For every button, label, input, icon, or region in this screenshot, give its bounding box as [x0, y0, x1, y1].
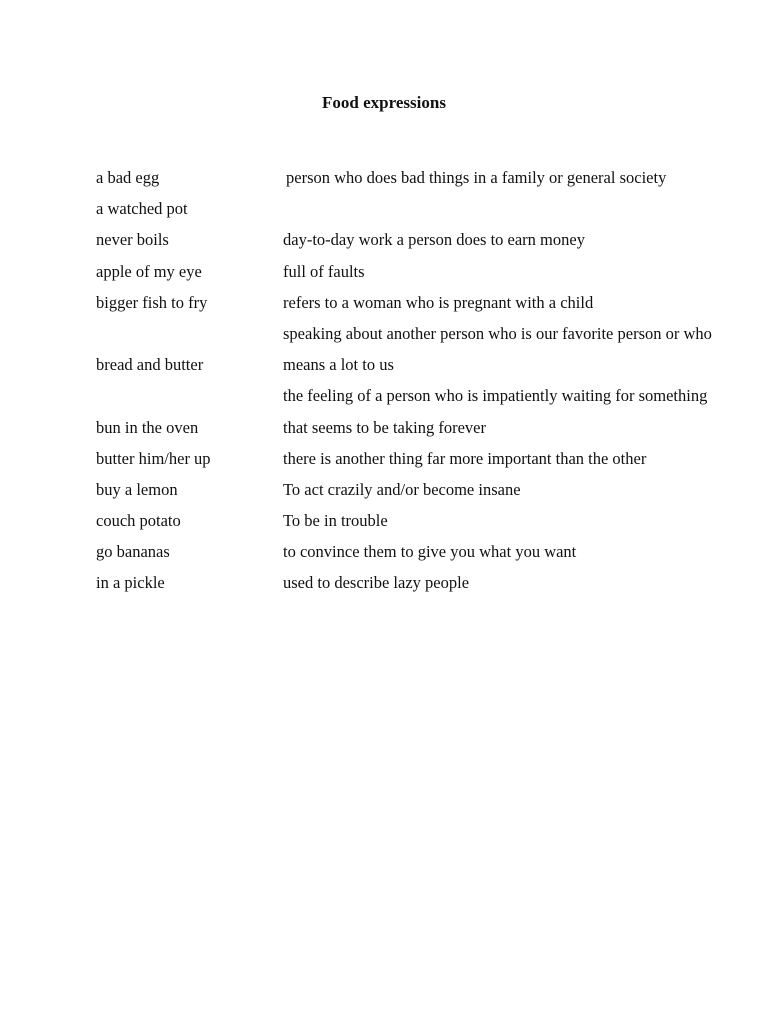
list-item	[0, 478, 768, 509]
expression-definition: there is another thing far more important than the other	[283, 448, 647, 468]
expression-definition: used to describe lazy people	[283, 573, 470, 593]
expression-term: a bad egg	[96, 168, 160, 187]
expression-term: a watched pot	[96, 199, 188, 219]
list-item	[0, 509, 768, 540]
list-item	[0, 571, 768, 602]
list-item	[0, 447, 768, 478]
expression-definition: full of faults	[283, 261, 365, 281]
expression-term: couch potato	[96, 511, 181, 531]
expression-term: never boils	[96, 230, 169, 250]
list-item	[0, 353, 768, 384]
expression-term: go bananas	[96, 542, 170, 562]
list-item	[0, 322, 768, 353]
expression-term: buy a lemon	[96, 479, 178, 499]
expression-definition: the feeling of a person who is impatiently waiting for something	[283, 386, 708, 406]
list-item	[0, 291, 768, 322]
expression-definition: To be in trouble	[283, 511, 388, 531]
list-item	[0, 197, 768, 228]
list-item	[0, 384, 768, 415]
expression-term: butter him/her up	[96, 448, 211, 468]
expression-term: in a pickle	[96, 573, 165, 593]
expression-definition: To act crazily and/or become insane	[283, 479, 521, 499]
expression-definition: speaking about another person who is our favorite person or who	[283, 323, 712, 343]
expression-term: bigger fish to fry	[96, 292, 208, 312]
expressions-list	[0, 166, 768, 603]
expression-definition: day-to-day work a person does to earn money	[283, 230, 585, 250]
expression-definition: means a lot to us	[283, 355, 394, 375]
list-item	[0, 416, 768, 447]
expression-definition: refers to a woman who is pregnant with a child	[283, 292, 594, 312]
expression-definition: that seems to be taking forever	[283, 417, 486, 437]
expression-definition: person who does bad things in a family or general society	[286, 168, 667, 187]
list-item	[0, 540, 768, 571]
list-item	[0, 260, 768, 291]
page-title: Food expressions	[322, 93, 446, 112]
expression-definition: to convince them to give you what you want	[283, 542, 577, 562]
expression-term: apple of my eye	[96, 261, 202, 281]
list-item	[0, 166, 768, 197]
list-item	[0, 228, 768, 259]
expression-term: bun in the oven	[96, 417, 199, 437]
expression-term: bread and butter	[96, 355, 204, 375]
